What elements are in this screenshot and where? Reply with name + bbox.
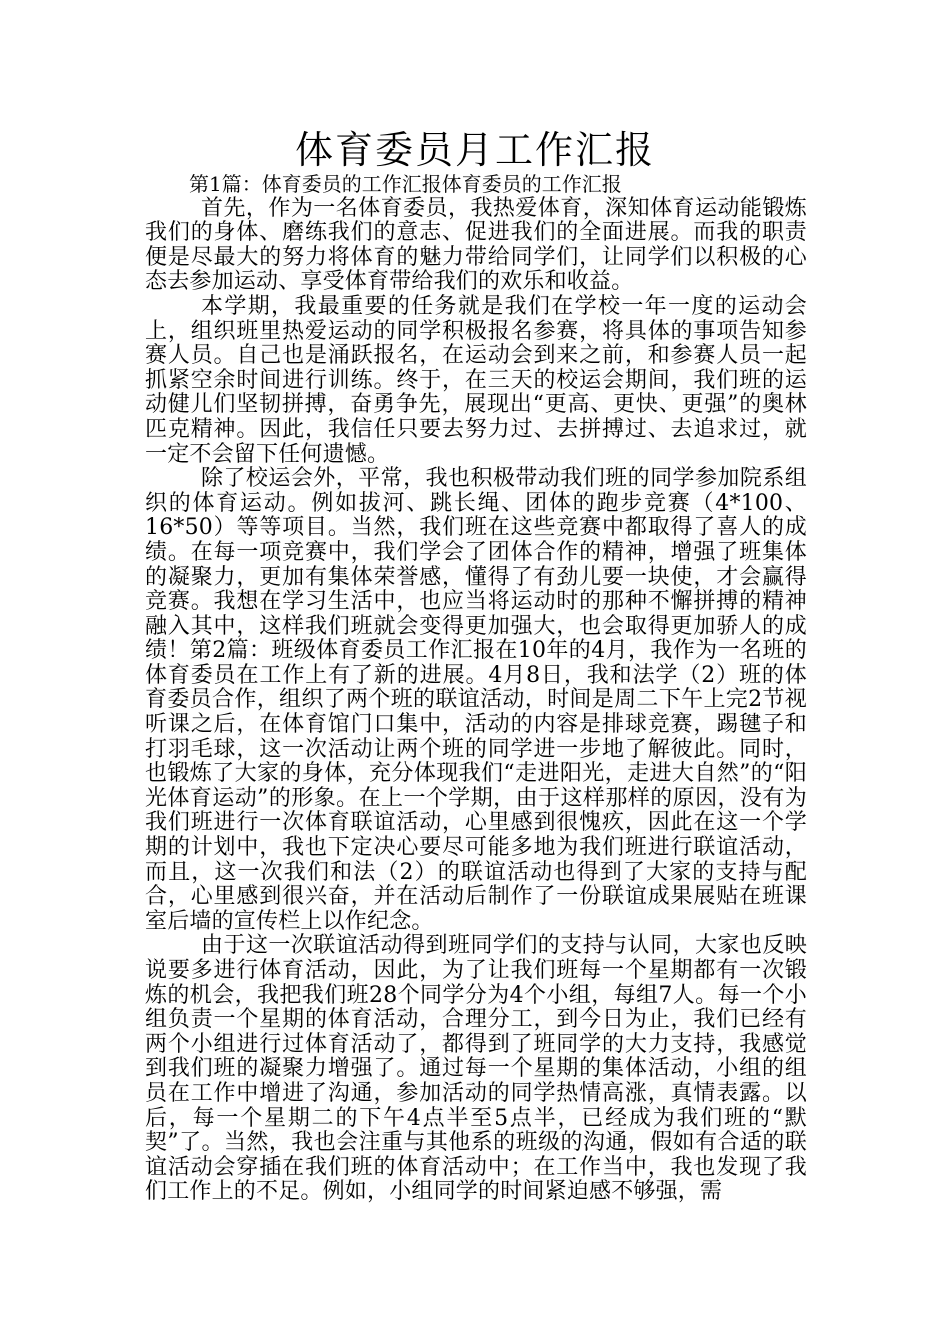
paragraph-2: 本学期，我最重要的任务就是我们在学校一年一度的运动会上，组织班里热爱运动的同学积极报名参赛，将具体的事项告知参赛人员。自己也是涌跃报名，在运动会到来之前，和参赛人员一起抓紧空余时间进行训练。终于，在三天的校运会期间，我们班的运动健儿们坚韧拼搏，奋勇争先，展现出“更高、更快、更强”的奥林匹克精神。因此，我信任只要去努力过、去拼搏过、去追求过，就一定不会留下任何遗憾。	[145, 293, 807, 467]
paragraph-4: 由于这一次联谊活动得到班同学们的支持与认同，大家也反映说要多进行体育活动，因此，为了让我们班每一个星期都有一次锻炼的机会，我把我们班28个同学分为4个小组，每组7人。每一个小组负责一个星期的体育活动，合理分工，到今日为止，我们已经有两个小组进行过体育活动了，都得到了班同学的大力支持，我感觉到我们班的凝聚力增强了。通过每一个星期的集体活动，小组的组员在工作中增进了沟通，参加活动的同学热情高涨，真情表露。以后，每一个星期二的下午4点半至5点半，已经成为我们班的“默契”了。当然，我也会注重与其他系的班级的沟通，假如有合适的联谊活动会穿插在我们班的体育活动中；在工作当中，我也发现了我们工作上的不足。例如，小组同学的时间紧迫感不够强，需	[145, 933, 807, 1205]
paragraph-3: 除了校运会外，平常，我也积极带动我们班的同学参加院系组织的体育运动。例如拔河、跳长绳、团体的跑步竞赛（4*100、16*50）等等项目。当然，我们班在这些竞赛中都取得了喜人的成绩。在每一项竞赛中，我们学会了团体合作的精神，增强了班集体的凝聚力，更加有集体荣誉感，懂得了有劲儿要一块使，才会赢得竞赛。我想在学习生活中，也应当将运动时的那种不懈拼搏的精神融入其中，这样我们班就会变得更加强大，也会取得更加骄人的成绩！第2篇：班级体育委员工作汇报在10年的4月，我作为一名班的体育委员在工作上有了新的进展。4月8日，我和法学（2）班的体育委员合作，组织了两个班的联谊活动，时间是周二下午上完2节视听课之后，在体育馆门口集中，活动的内容是排球竞赛，踢毽子和打羽毛球，这一次活动让两个班的同学进一步地了解彼此。同时，也锻炼了大家的身体，充分体现我们“走进阳光，走进大自然”的“阳光体育运动”的形象。在上一个学期，由于这样那样的原因，没有为我们班进行一次体育联谊活动，心里感到很愧疚，因此在这一个学期的计划中，我也下定决心要尽可能多地为我们班进行联谊活动，而且，这一次我们和法（2）的联谊活动也得到了大家的支持与配合，心里感到很兴奋，并在活动后制作了一份联谊成果展贴在班课室后墙的宣传栏上以作纪念。	[145, 466, 807, 934]
section-heading: 第1篇：体育委员的工作汇报体育委员的工作汇报	[189, 172, 622, 196]
paragraph-1: 首先，作为一名体育委员，我热爱体育，深知体育运动能锻炼我们的身体、磨练我们的意志、促进我们的全面进展。而我的职责便是尽最大的努力将体育的魅力带给同学们，让同学们以积极的心态去参加运动、享受体育带给我们的欢乐和收益。	[145, 195, 807, 295]
document-body	[145, 172, 807, 1205]
document-title: 体育委员月工作汇报	[294, 128, 655, 172]
